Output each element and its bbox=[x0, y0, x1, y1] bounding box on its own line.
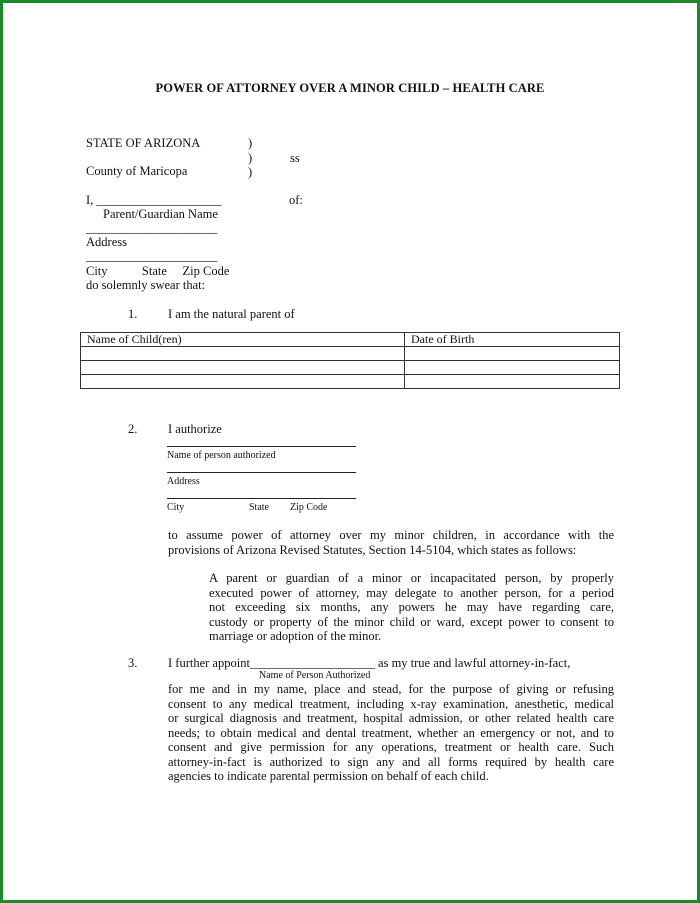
statute-quote bbox=[209, 571, 614, 644]
paragraph-line: attorney-in-fact is authorized to sign any and all forms required by health care bbox=[168, 754, 614, 769]
authorized-name-label: Name of person authorized bbox=[167, 450, 276, 461]
document-title: POWER OF ATTORNEY OVER A MINOR CHILD – HEALTH CARE bbox=[155, 81, 545, 95]
authorized-address-line[interactable] bbox=[167, 472, 356, 473]
paragraph-line: or surgical diagnosis and treatment, hospital admission, or other related health care bbox=[168, 711, 614, 725]
person-authorized-label: Name of Person Authorized bbox=[259, 670, 371, 681]
header-date-of-birth: Date of Birth bbox=[405, 333, 620, 347]
paragraph-line: needs; to obtain medical and dental treatment, whether an emergency or not, and to bbox=[168, 725, 614, 740]
state-label: State bbox=[249, 502, 269, 513]
item3-paragraph bbox=[168, 682, 614, 784]
venue-ss: ss bbox=[290, 151, 300, 165]
item-number: 3. bbox=[128, 656, 138, 670]
authorized-city-line[interactable] bbox=[167, 498, 356, 499]
item-number: 2. bbox=[128, 422, 138, 436]
address-line: _____________________ bbox=[86, 221, 218, 235]
venue-paren: ) bbox=[248, 165, 253, 179]
address-label: Address bbox=[86, 235, 127, 249]
item1-text: I am the natural parent of bbox=[168, 307, 295, 321]
quote-line: executed power of attorney, may delegate to another person, for a period bbox=[209, 585, 614, 600]
parent-guardian-name-label: Parent/Guardian Name bbox=[103, 207, 218, 221]
paragraph-line: provisions of Arizona Revised Statutes, Section 14-5104, which states as follows: bbox=[168, 542, 577, 557]
quote-line: A parent or guardian of a minor or incapacitated person, by properly bbox=[209, 571, 614, 585]
paragraph-line: consent and give permission for any operations, treatment or health care. Such bbox=[168, 740, 614, 754]
venue-paren: ) bbox=[248, 136, 253, 150]
city-line: _____________________ bbox=[86, 249, 218, 263]
quote-line: not exceeding six months, any powers he may have regarding care, bbox=[209, 600, 614, 614]
item3-text: I further appoint____________________ as my true and lawful attorney-in-fact, bbox=[168, 656, 571, 670]
quote-line: custody or property of the minor child or ward, except power to consent to bbox=[209, 614, 614, 629]
paragraph-line: consent to any medical treatment, including x-ray examination, anesthetic, medical bbox=[168, 696, 614, 711]
paragraph-line: to assume power of attorney over my minor children, in accordance with the bbox=[168, 528, 614, 542]
paragraph-line: for me and in my name, place and stead, for the purpose of giving or refusing bbox=[168, 682, 614, 696]
child-name-cell[interactable] bbox=[81, 375, 405, 389]
child-name-cell[interactable] bbox=[81, 361, 405, 375]
item2-paragraph bbox=[168, 528, 614, 557]
venue-paren: ) bbox=[248, 151, 253, 165]
venue-county: County of Maricopa bbox=[86, 164, 188, 178]
declarant-name-line: I, ____________________ bbox=[86, 193, 222, 207]
child-dob-cell[interactable] bbox=[405, 375, 620, 389]
child-dob-cell[interactable] bbox=[405, 347, 620, 361]
children-table bbox=[80, 332, 620, 389]
declarant-of: of: bbox=[289, 193, 303, 207]
table-header-row bbox=[81, 333, 620, 347]
header-name-of-children: Name of Child(ren) bbox=[81, 333, 405, 347]
table-row bbox=[81, 361, 620, 375]
item2-text: I authorize bbox=[168, 422, 222, 436]
solemnly-swear-text: do solemnly swear that: bbox=[86, 278, 206, 292]
authorized-name-line[interactable] bbox=[167, 446, 356, 447]
quote-line: marriage or adoption of the minor. bbox=[209, 629, 382, 643]
table-row bbox=[81, 347, 620, 361]
venue-state: STATE OF ARIZONA bbox=[86, 136, 201, 150]
paragraph-line: agencies to indicate parental permission on behalf of each child. bbox=[168, 769, 489, 783]
city-label: City bbox=[167, 502, 185, 513]
item-number: 1. bbox=[128, 307, 138, 321]
zip-code-label: Zip Code bbox=[290, 502, 328, 513]
authorized-address-label: Address bbox=[167, 476, 200, 487]
city-state-zip-label: City State Zip Code bbox=[86, 264, 230, 278]
child-dob-cell[interactable] bbox=[405, 361, 620, 375]
child-name-cell[interactable] bbox=[81, 347, 405, 361]
table-row bbox=[81, 375, 620, 389]
